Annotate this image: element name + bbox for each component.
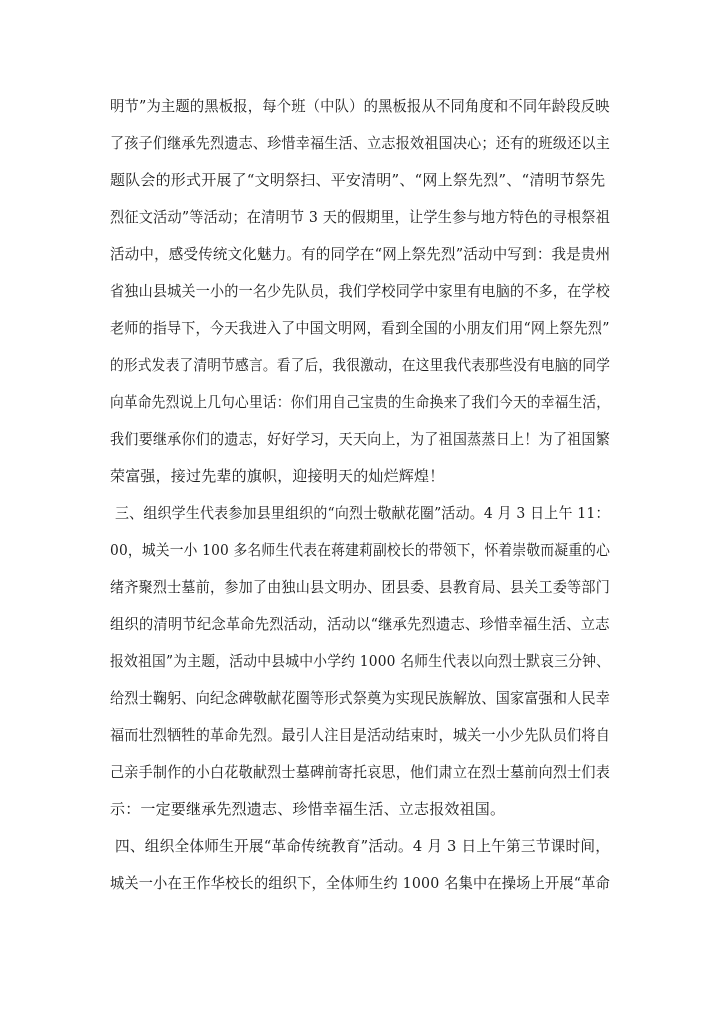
text-line: 报效祖国”为主题，活动中县城中小学约 1000 名师生代表以向烈士默哀三分钟、	[110, 652, 611, 670]
text-line: 荣富强，接过先辈的旗帜，迎接明天的灿烂辉煌！	[110, 467, 445, 485]
text-line: 组织的清明节纪念革命先烈活动，活动以“继承先烈遗志、珍惜幸福生活、立志	[110, 615, 610, 633]
text-line: 活动中，感受传统文化魅力。有的同学在“网上祭先烈”活动中写到：我是贵州	[110, 245, 611, 263]
text-line: 省独山县城关一小的一名少先队员，我们学校同学中家里有电脑的不多，在学校	[110, 282, 610, 300]
text-line: 00，城关一小 100 多名师生代表在蒋建莉副校长的带领下，怀着崇敬而凝重的心	[110, 541, 611, 559]
text-line: 明节”为主题的黑板报，每个班（中队）的黑板报从不同角度和不同年龄段反映	[110, 97, 610, 115]
text-line: 城关一小在王作华校长的组织下，全体师生约 1000 名集中在操场上开展“革命	[110, 874, 611, 892]
text-line: 老师的指导下，今天我进入了中国文明网，看到全国的小朋友们用“网上祭先烈”	[110, 319, 610, 337]
text-line: 我们要继承你们的遗志，好好学习，天天向上，为了祖国蒸蒸日上！为了祖国繁	[110, 430, 610, 448]
text-line: 示：一定要继承先烈遗志、珍惜幸福生活、立志报效祖国。	[110, 800, 506, 818]
text-line: 给烈士鞠躬、向纪念碑敬献花圈等形式祭奠为实现民族解放、国家富强和人民幸	[110, 689, 610, 707]
text-line: 己亲手制作的小白花敬献烈士墓碑前寄托哀思，他们肃立在烈士墓前向烈士们表	[110, 763, 610, 781]
section-heading-4: 四、组织全体师生开展“革命传统教育”活动。4 月 3 日上午第三节课时间，	[115, 837, 611, 855]
text-line: 向革命先烈说上几句心里话：你们用自己宝贵的生命换来了我们今天的幸福生活，	[110, 393, 611, 411]
text-line: 福而壮烈牺牲的革命先烈。最引人注目是活动结束时，城关一小少先队员们将自	[110, 726, 610, 744]
text-line: 烈征文活动”等活动；在清明节 3 天的假期里，让学生参与地方特色的寻根祭祖	[110, 208, 611, 226]
text-line: 了孩子们继承先烈遗志、珍惜幸福生活、立志报效祖国决心；还有的班级还以主	[110, 134, 610, 152]
text-line: 绪齐聚烈士墓前，参加了由独山县文明办、团县委、县教育局、县关工委等部门	[110, 578, 610, 596]
text-line: 的形式发表了清明节感言。看了后，我很激动，在这里我代表那些没有电脑的同学	[110, 356, 611, 374]
section-heading-3: 三、组织学生代表参加县里组织的“向烈士敬献花圈”活动。4 月 3 日上午 11：	[115, 504, 610, 522]
text-line: 题队会的形式开展了“文明祭扫、平安清明”、“网上祭先烈”、“清明节祭先	[110, 171, 606, 189]
